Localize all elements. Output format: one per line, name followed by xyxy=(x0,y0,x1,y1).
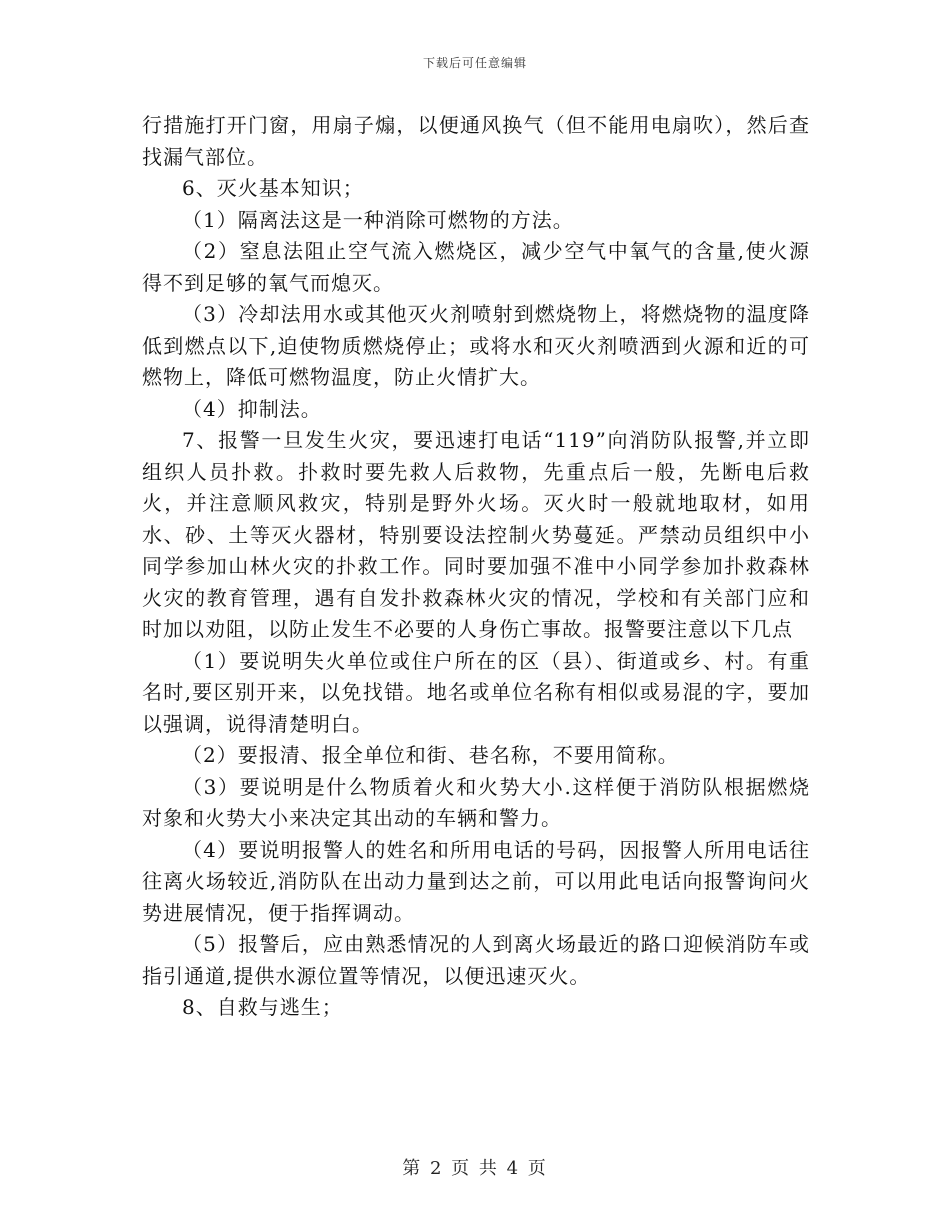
paragraph: （3）冷却法用水或其他灭火剂喷射到燃烧物上，将燃烧物的温度降低到燃点以下,迫使物质燃烧停止；或将水和灭火剂喷洒到火源和近的可燃物上，降低可燃物温度，防止火情扩大。 xyxy=(142,302,810,389)
paragraph: 8、自救与逃生； xyxy=(182,995,343,1019)
paragraph: （4）要说明报警人的姓名和所用电话的号码，因报警人所用电话往往离火场较近,消防队在出动力量到达之前，可以用此电话向报警询问火势进展情况，便于指挥调动。 xyxy=(142,837,810,925)
paragraph: 6、灭火基本知识； xyxy=(182,176,364,200)
page-footer: 第 2 页 共 4 页 xyxy=(402,1158,548,1179)
paragraph: 7、报警一旦发生火灾，要迅速打电话“119”向消防队报警,并立即组织人员扑救。扑救时要先救人后救物，先重点后一般，先断电后救火，并注意顺风救灾，特别是野外火场。灭火时一般就地取材，如用水、砂、土等灭火器材，特别要设法控制火势蔓延。严禁动员组织中小同学参加山林火灾的扑救工作。同时要加强不准中小同学参加扑救森林火灾的教育管理，遇有自发扑救森林火灾的情况，学校和有关部门应和时加以劝阻，以防止发生不必要的人身伤亡事故。报警要注意以下几点 xyxy=(142,428,810,641)
paragraph: （2）窒息法阻止空气流入燃烧区，减少空气中氧气的含量,使火源得不到足够的氧气而熄灭。 xyxy=(142,239,810,295)
paragraph: （5）报警后，应由熟悉情况的人到离火场最近的路口迎候消防车或指引通道,提供水源位置等情况，以便迅速灭火。 xyxy=(142,932,810,988)
paragraph: （3）要说明是什么物质着火和火势大小.这样便于消防队根据燃烧对象和火势大小来决定其出动的车辆和警力。 xyxy=(142,774,810,830)
paragraph: 行措施打开门窗，用扇子煽，以便通风换气（但不能用电扇吹），然后查找漏气部位。 xyxy=(142,113,810,169)
paragraph: （1）要说明失火单位或住户所在的区（县）、街道或乡、村。有重名时,要区别开来，以免找错。地名或单位名称有相似或易混的字，要加以强调，说得清楚明白。 xyxy=(142,648,810,736)
page-header: 下载后可任意编辑 xyxy=(422,56,527,70)
document-body xyxy=(142,110,810,1024)
paragraph: （2）要报清、报全单位和街、巷名称，不要用简称。 xyxy=(182,743,679,767)
paragraph: （1）隔离法这是一种消除可燃物的方法。 xyxy=(182,207,574,232)
paragraph: （4）抑制法。 xyxy=(182,396,322,421)
